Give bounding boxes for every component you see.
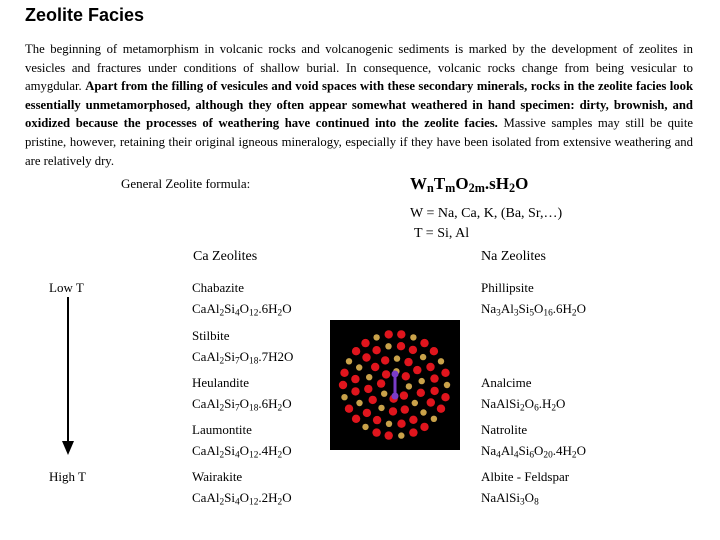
cation-atom [392,393,399,400]
intro-text-1: The beginning of metamorphism in volcanic rocks and volcanogenic sediments is marked by the development of zeolites in vesicles and fractures under conditions of shallow burial. In consequence, volcanic rocks change from being vesicular to amygdular. [25,42,693,94]
tetrahedral-atom [386,421,392,427]
ca-mineral-formula: $CaAl_2Si_4O_{12}.6H_2O$ [192,301,292,319]
oxygen-atom [364,385,372,393]
na-mineral-formula: $Na_4Al_4Si_6O_{20}.4H_2O$ [481,443,586,461]
oxygen-atom [385,431,393,439]
oxygen-atom [430,347,438,355]
oxygen-atom [371,363,379,371]
w-definition: W = Na, Ca, K, (Ba, Sr,…) [410,206,563,221]
t-definition: T = Si, Al [414,226,470,241]
ca-mineral-name: Heulandite [192,375,250,390]
oxygen-atom [409,416,417,424]
oxygen-atom [382,370,390,378]
oxygen-atom [351,375,359,383]
oxygen-atom [430,387,438,395]
oxygen-atom [437,405,445,413]
tetrahedral-atom [406,383,412,389]
intro-paragraph [25,40,693,170]
oxygen-atom [426,363,434,371]
oxygen-atom [401,405,409,413]
oxygen-atom [441,393,449,401]
oxygen-atom [361,339,369,347]
tetrahedral-atom [362,424,368,430]
tetrahedral-atom [356,400,362,406]
oxygen-atom [417,389,425,397]
oxygen-atom [404,358,412,366]
oxygen-atom [377,379,385,387]
tetrahedral-atom [419,378,425,384]
oxygen-atom [397,420,405,428]
na-mineral-formula: $Na_3Al_3Si_5O_{16}.6H_2O$ [481,301,586,319]
oxygen-atom [413,366,421,374]
oxygen-atom [372,346,380,354]
temperature-arrow-icon [62,297,74,457]
oxygen-atom [345,405,353,413]
high-t-label: High T [49,469,86,484]
oxygen-atom [420,339,428,347]
oxygen-atom [430,374,438,382]
tetrahedral-atom [410,334,416,340]
intro-text-2: Massive samples may still be quite pristine, however, retaining their original igneous mineralogy, especially if they have been isolated from extensive weathering and are relatively dry. [25,116,693,168]
tetrahedral-atom [341,394,347,400]
ca-mineral-formula: $CaAl_2Si_4O_{12}.4H_2O$ [192,443,292,461]
oxygen-atom [397,342,405,350]
oxygen-atom [402,372,410,380]
tetrahedral-atom [356,364,362,370]
na-mineral-name: Natrolite [481,422,528,437]
ca-mineral-formula: $CaAl_2Si_4O_{12}.2H_2O$ [192,490,292,508]
ca-mineral-name: Laumontite [192,422,252,437]
oxygen-atom [340,369,348,377]
oxygen-atom [339,381,347,389]
oxygen-atom [409,428,417,436]
oxygen-atom [400,391,408,399]
oxygen-atom [409,346,417,354]
oxygen-atom [351,387,359,395]
ca-mineral-name: Wairakite [192,469,243,484]
tetrahedral-atom [398,432,404,438]
tetrahedral-atom [385,343,391,349]
tetrahedral-atom [438,358,444,364]
na-mineral-formula: $NaAlSi_3O_8$ [481,490,539,508]
oxygen-atom [352,415,360,423]
tetrahedral-atom [431,416,437,422]
na-mineral-name: Albite - Feldspar [481,469,570,484]
tetrahedral-atom [378,405,384,411]
low-t-label: Low T [49,280,84,295]
tetrahedral-atom [420,409,426,415]
oxygen-atom [369,396,377,404]
na-mineral-name: Analcime [481,375,532,390]
general-formula-label: General Zeolite formula: [121,176,251,191]
ca-zeolites-header: Ca Zeolites [193,249,258,264]
oxygen-atom [420,423,428,431]
oxygen-atom [363,409,371,417]
oxygen-atom [385,330,393,338]
tetrahedral-atom [381,391,387,397]
intro-text-bold: Apart from the filling of vesicules and void spaces with these secondary minerals, rocks in the zeolite facies look essentially unmetamorphosed, although they often appear somewhat weathered in hand specimen: dirty, brownish, and oxidized because the processes of weathering have continued into the zeolite facies. [25,79,693,131]
na-zeolites-header: Na Zeolites [481,249,546,264]
oxygen-atom [397,330,405,338]
tetrahedral-atom [373,334,379,340]
tetrahedral-atom [444,382,450,388]
oxygen-atom [427,398,435,406]
oxygen-atom [352,347,360,355]
oxygen-atom [372,428,380,436]
na-mineral-name: Phillipsite [481,280,534,295]
tetrahedral-atom [346,358,352,364]
oxygen-atom [362,353,370,361]
page-title: Zeolite Facies [25,5,145,25]
tetrahedral-atom [420,354,426,360]
tetrahedral-atom [366,374,372,380]
oxygen-atom [373,416,381,424]
oxygen-atom [381,356,389,364]
na-mineral-formula: $NaAlSi_2O_6.H_2O$ [481,396,566,414]
ca-mineral-formula: $CaAl_2Si_7O_{18}.6H_2O$ [192,396,292,414]
zeolite-crystal-structure-image [330,320,460,450]
ca-mineral-name: Stilbite [192,328,230,343]
tetrahedral-atom [412,400,418,406]
tetrahedral-atom [394,355,400,361]
general-formula: $W_nT_mO_{2m}.sH_2O$ [410,174,529,196]
oxygen-atom [389,407,397,415]
ca-mineral-formula: $CaAl_2Si_7O_{18}.7H2O$ [192,349,294,367]
cation-atom [392,371,399,378]
ca-mineral-name: Chabazite [192,280,244,295]
oxygen-atom [441,369,449,377]
